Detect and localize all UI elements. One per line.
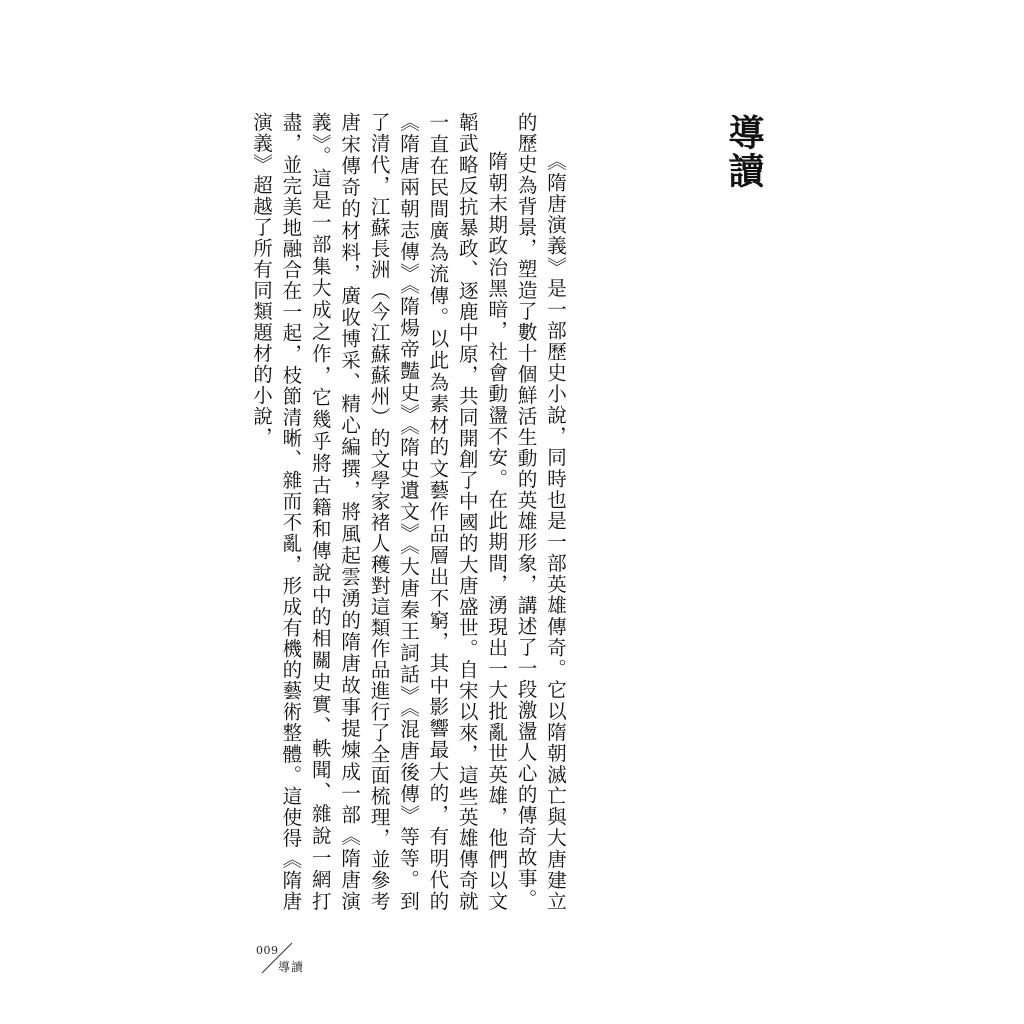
running-footer-title: 導讀 [278, 960, 305, 974]
chapter-title: 導讀 [723, 114, 764, 190]
page-footer [254, 940, 334, 980]
paragraph-1: 《隋唐演義》是一部歷史小說，同時也是一部英雄傳奇。它以隋朝滅亡與大唐建立的歷史為背景，塑造了數十個鮮活生動的英雄形象，講述了一段激盪人心的傳奇故事。 [514, 112, 567, 912]
paragraph-2: 隋朝末期政治黑暗，社會動盪不安。在此期間，湧現出一大批亂世英雄，他們以文韜武略反抗暴政、逐鹿中原，共同開創了中國的大唐盛世。自宋以來，這些英雄傳奇就一直在民間廣為流傳。以此為素材的文藝作品層出不窮，其中影響最大的，有明代的《隋唐兩朝志傳》《隋煬帝豔史》《隋史遺文》《大唐秦王詞話》《混唐後傳》等等。到了清代，江蘇長洲（今江蘇蘇州）的文學家褚人穫對這類作品進行了全面梳理，並參考唐宋傳奇的材料，廣收博采、精心編撰，將風起雲湧的隋唐故事提煉成一部《隋唐演義》。這是一部集大成之作，它幾乎將古籍和傳說中的相關史實、軼聞、雜說一網打盡，並完美地融合在一起，枝節清晰、雜而不亂，形成有機的藝術整體。這使得《隋唐演義》超越了所有同類題材的小說， [250, 112, 509, 912]
body-text [250, 112, 570, 912]
page-number: 009 [256, 944, 279, 957]
